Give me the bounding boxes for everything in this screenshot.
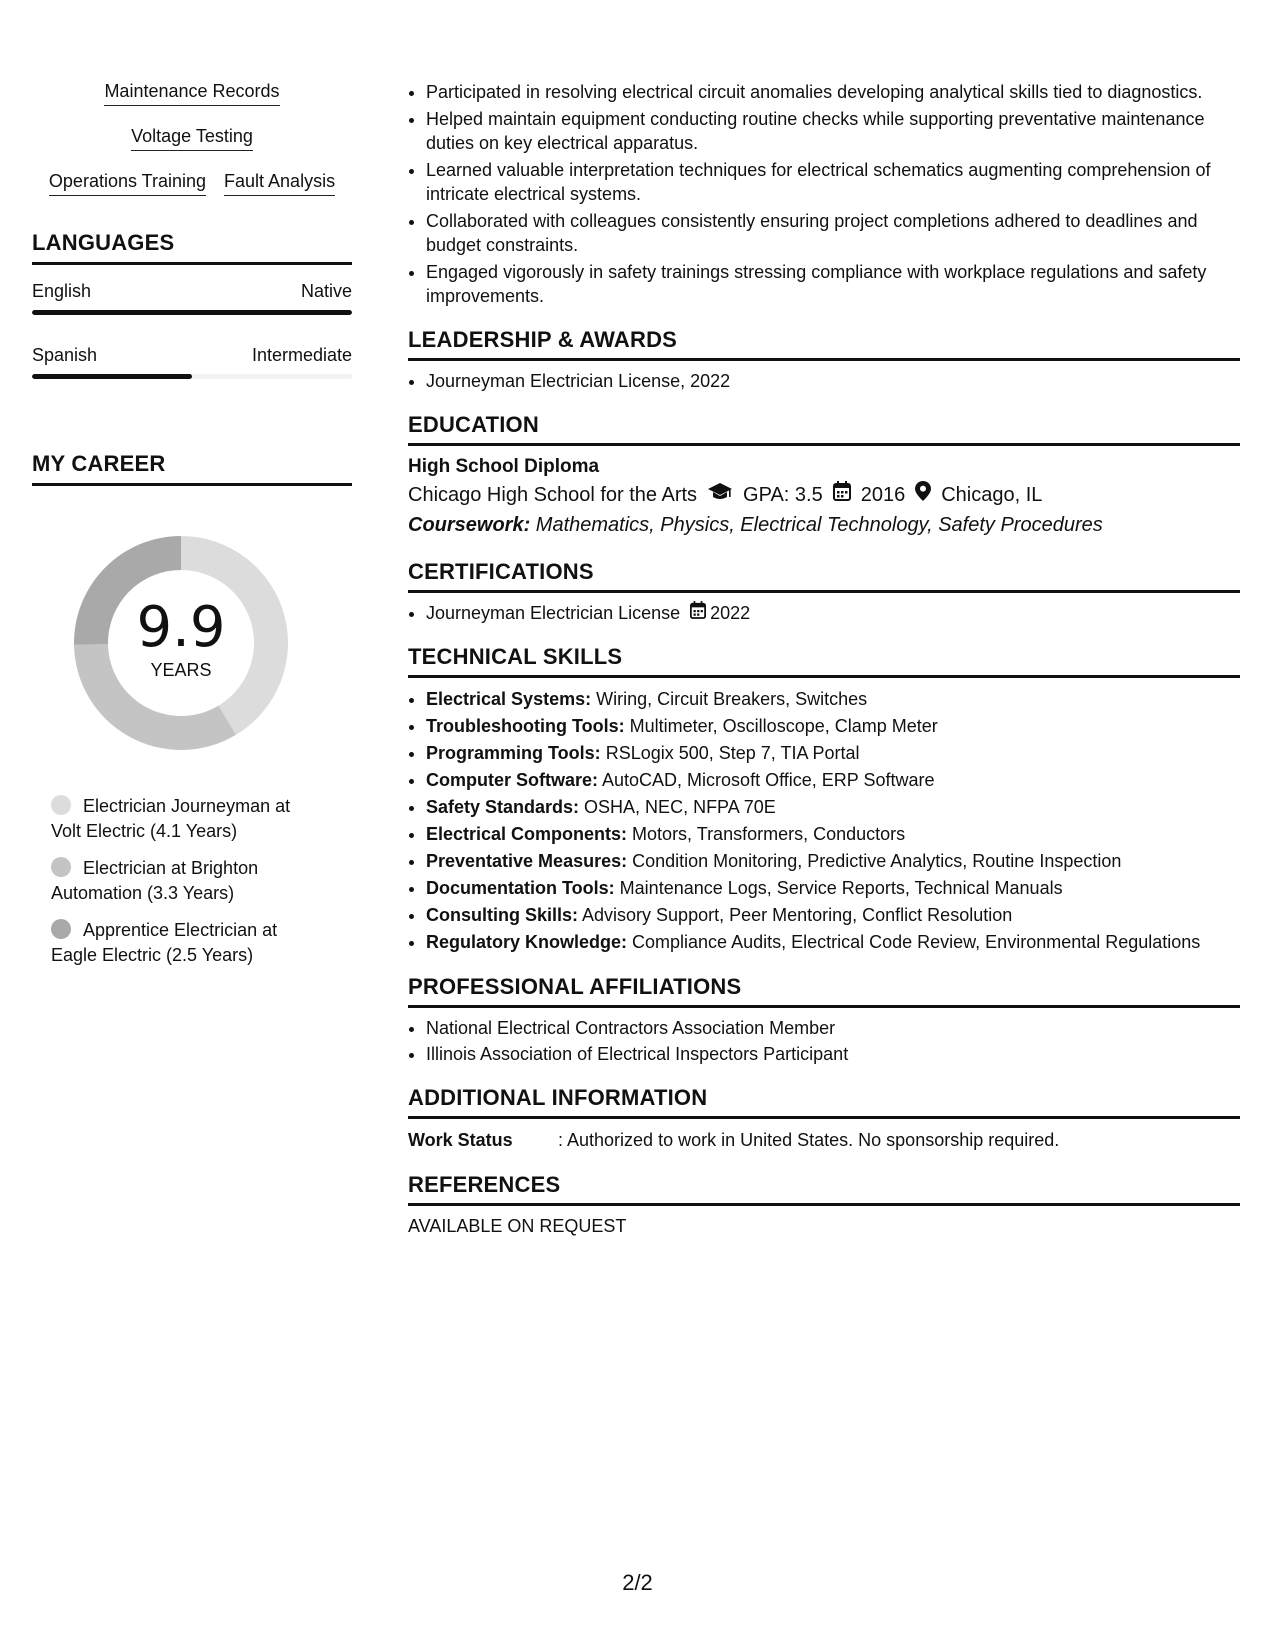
gpa: GPA: 3.5 bbox=[743, 484, 823, 506]
list-item bbox=[426, 794, 1240, 820]
legend-item bbox=[51, 918, 321, 968]
language-level: Native bbox=[300, 281, 352, 301]
certification-name: • Journeyman Electrician License bbox=[426, 603, 681, 623]
skill-value: OSHA, NEC, NFPA 70E bbox=[579, 797, 776, 817]
languages-section bbox=[32, 230, 352, 379]
section-title: REFERENCES bbox=[408, 1173, 1240, 1206]
technical-skills-section bbox=[408, 645, 1240, 955]
skill-tags bbox=[32, 80, 352, 196]
skill-label: Electrical Systems: bbox=[426, 689, 592, 709]
skill-label: Electrical Components: bbox=[426, 824, 628, 844]
list-item bbox=[426, 767, 1240, 793]
section-title: LANGUAGES bbox=[32, 230, 352, 265]
skill-label: Safety Standards: bbox=[426, 797, 580, 817]
donut-center bbox=[66, 595, 296, 681]
language-item bbox=[32, 343, 352, 379]
skill-tag: Voltage Testing bbox=[131, 125, 253, 151]
skill-value: Motors, Transformers, Conductors bbox=[627, 824, 906, 844]
info-value: : Authorized to work in United States. No sponsorship required. bbox=[558, 1130, 1060, 1150]
list-item: • Collaborated with colleagues consistently ensuring project completions adhered to deadlines and budget constraints. bbox=[426, 209, 1240, 257]
certification-year: 2022 bbox=[710, 603, 751, 623]
education-section bbox=[408, 413, 1240, 540]
legend-dot bbox=[51, 919, 71, 939]
list-item: • Learned valuable interpretation techniques for electrical schematics augmenting comprehension of intricate electrical systems. bbox=[426, 158, 1240, 206]
certifications-section bbox=[408, 560, 1240, 625]
career-donut-chart bbox=[66, 528, 296, 758]
skill-tag: Operations Training bbox=[49, 170, 206, 196]
skill-label: Programming Tools: bbox=[426, 743, 601, 763]
language-bar-fill bbox=[32, 310, 352, 315]
school-location: Chicago, IL bbox=[941, 484, 1043, 506]
coursework-list: Mathematics, Physics, Electrical Technology, Safety Procedures bbox=[530, 514, 1103, 536]
career-unit: YEARS bbox=[150, 660, 212, 680]
left-column bbox=[32, 80, 352, 980]
legend-label: Apprentice Electrician at Eagle Electric (2.5 Years) bbox=[51, 920, 278, 965]
language-bar-fill bbox=[32, 374, 192, 379]
skill-value: Advisory Support, Peer Mentoring, Conflict Resolution bbox=[578, 905, 1013, 925]
school-name: Chicago High School for the Arts bbox=[408, 484, 698, 506]
skill-label: Consulting Skills: bbox=[426, 905, 579, 925]
list-item bbox=[426, 821, 1240, 847]
section-title: LEADERSHIP & AWARDS bbox=[408, 328, 1240, 361]
skill-value: Wiring, Circuit Breakers, Switches bbox=[591, 689, 868, 709]
section-title: ADDITIONAL INFORMATION bbox=[408, 1086, 1240, 1119]
list-item bbox=[426, 848, 1240, 874]
calendar-icon bbox=[690, 601, 706, 625]
calendar-icon bbox=[833, 480, 851, 510]
coursework-label: Coursework: bbox=[408, 514, 531, 536]
leadership-section bbox=[408, 328, 1240, 393]
skill-value: RSLogix 500, Step 7, TIA Portal bbox=[600, 743, 860, 763]
coursework bbox=[408, 510, 1240, 540]
section-title: PROFESSIONAL AFFILIATIONS bbox=[408, 975, 1240, 1008]
affiliations-section bbox=[408, 975, 1240, 1066]
experience-bullets bbox=[408, 80, 1240, 308]
list-item bbox=[426, 929, 1240, 955]
additional-info-section bbox=[408, 1086, 1240, 1153]
section-title: MY CAREER bbox=[32, 451, 352, 486]
list-item bbox=[426, 686, 1240, 712]
skill-label: Computer Software: bbox=[426, 770, 599, 790]
legend-label: Electrician Journeyman at Volt Electric (4.1 Years) bbox=[51, 796, 291, 841]
section-title: EDUCATION bbox=[408, 413, 1240, 446]
skill-value: Compliance Audits, Electrical Code Review, Environmental Regulations bbox=[627, 932, 1201, 952]
skill-label: Preventative Measures: bbox=[426, 851, 628, 871]
skill-tag: Maintenance Records bbox=[104, 80, 279, 106]
legend-dot bbox=[51, 857, 71, 877]
legend-label: Electrician at Brighton Automation (3.3 Years) bbox=[51, 858, 259, 903]
right-column bbox=[408, 80, 1240, 1238]
list-item: • Illinois Association of Electrical Inspectors Participant bbox=[426, 1042, 1240, 1066]
legend-item bbox=[51, 856, 321, 906]
legend-item bbox=[51, 794, 321, 844]
career-total: 9.9 bbox=[136, 595, 226, 660]
skill-label: Regulatory Knowledge: bbox=[426, 932, 628, 952]
list-item bbox=[426, 875, 1240, 901]
section-title: CERTIFICATIONS bbox=[408, 560, 1240, 593]
list-item: • Engaged vigorously in safety trainings stressing compliance with workplace regulations and safety improvements. bbox=[426, 260, 1240, 308]
legend-dot bbox=[51, 795, 71, 815]
list-item: • Participated in resolving electrical circuit anomalies developing analytical skills tied to diagnostics. bbox=[426, 80, 1240, 104]
skill-tag: Fault Analysis bbox=[224, 170, 335, 196]
language-bar bbox=[32, 374, 352, 379]
skill-value: Maintenance Logs, Service Reports, Technical Manuals bbox=[614, 878, 1063, 898]
graduation-year: 2016 bbox=[860, 484, 906, 506]
list-item: • National Electrical Contractors Association Member bbox=[426, 1016, 1240, 1040]
education-details bbox=[408, 480, 1240, 510]
skill-value: Multimeter, Oscilloscope, Clamp Meter bbox=[624, 716, 938, 736]
language-name: English bbox=[32, 281, 92, 301]
skill-value: Condition Monitoring, Predictive Analytics, Routine Inspection bbox=[627, 851, 1122, 871]
degree: High School Diploma bbox=[408, 456, 600, 477]
skill-label: Documentation Tools: bbox=[426, 878, 615, 898]
info-row bbox=[408, 1127, 1240, 1153]
references-text: AVAILABLE ON REQUEST bbox=[408, 1216, 627, 1236]
language-level: Intermediate bbox=[251, 345, 352, 365]
section-title: TECHNICAL SKILLS bbox=[408, 645, 1240, 678]
skill-label: Troubleshooting Tools: bbox=[426, 716, 625, 736]
list-item bbox=[426, 740, 1240, 766]
list-item bbox=[426, 713, 1240, 739]
info-label: Work Status bbox=[408, 1130, 513, 1150]
references-section bbox=[408, 1173, 1240, 1238]
skill-value: AutoCAD, Microsoft Office, ERP Software bbox=[598, 770, 935, 790]
career-section bbox=[32, 451, 352, 968]
page-number: 2/2 bbox=[622, 1570, 653, 1595]
language-bar bbox=[32, 310, 352, 315]
language-name: Spanish bbox=[32, 345, 98, 365]
list-item: • Journeyman Electrician License, 2022 bbox=[426, 369, 1240, 393]
list-item bbox=[426, 902, 1240, 928]
list-item bbox=[426, 601, 1240, 625]
career-legend bbox=[32, 794, 352, 968]
graduation-cap-icon bbox=[707, 480, 733, 510]
map-pin-icon bbox=[915, 480, 931, 510]
language-item bbox=[32, 279, 352, 315]
list-item: • Helped maintain equipment conducting routine checks while supporting preventative maintenance duties on key electrical apparatus. bbox=[426, 107, 1240, 155]
